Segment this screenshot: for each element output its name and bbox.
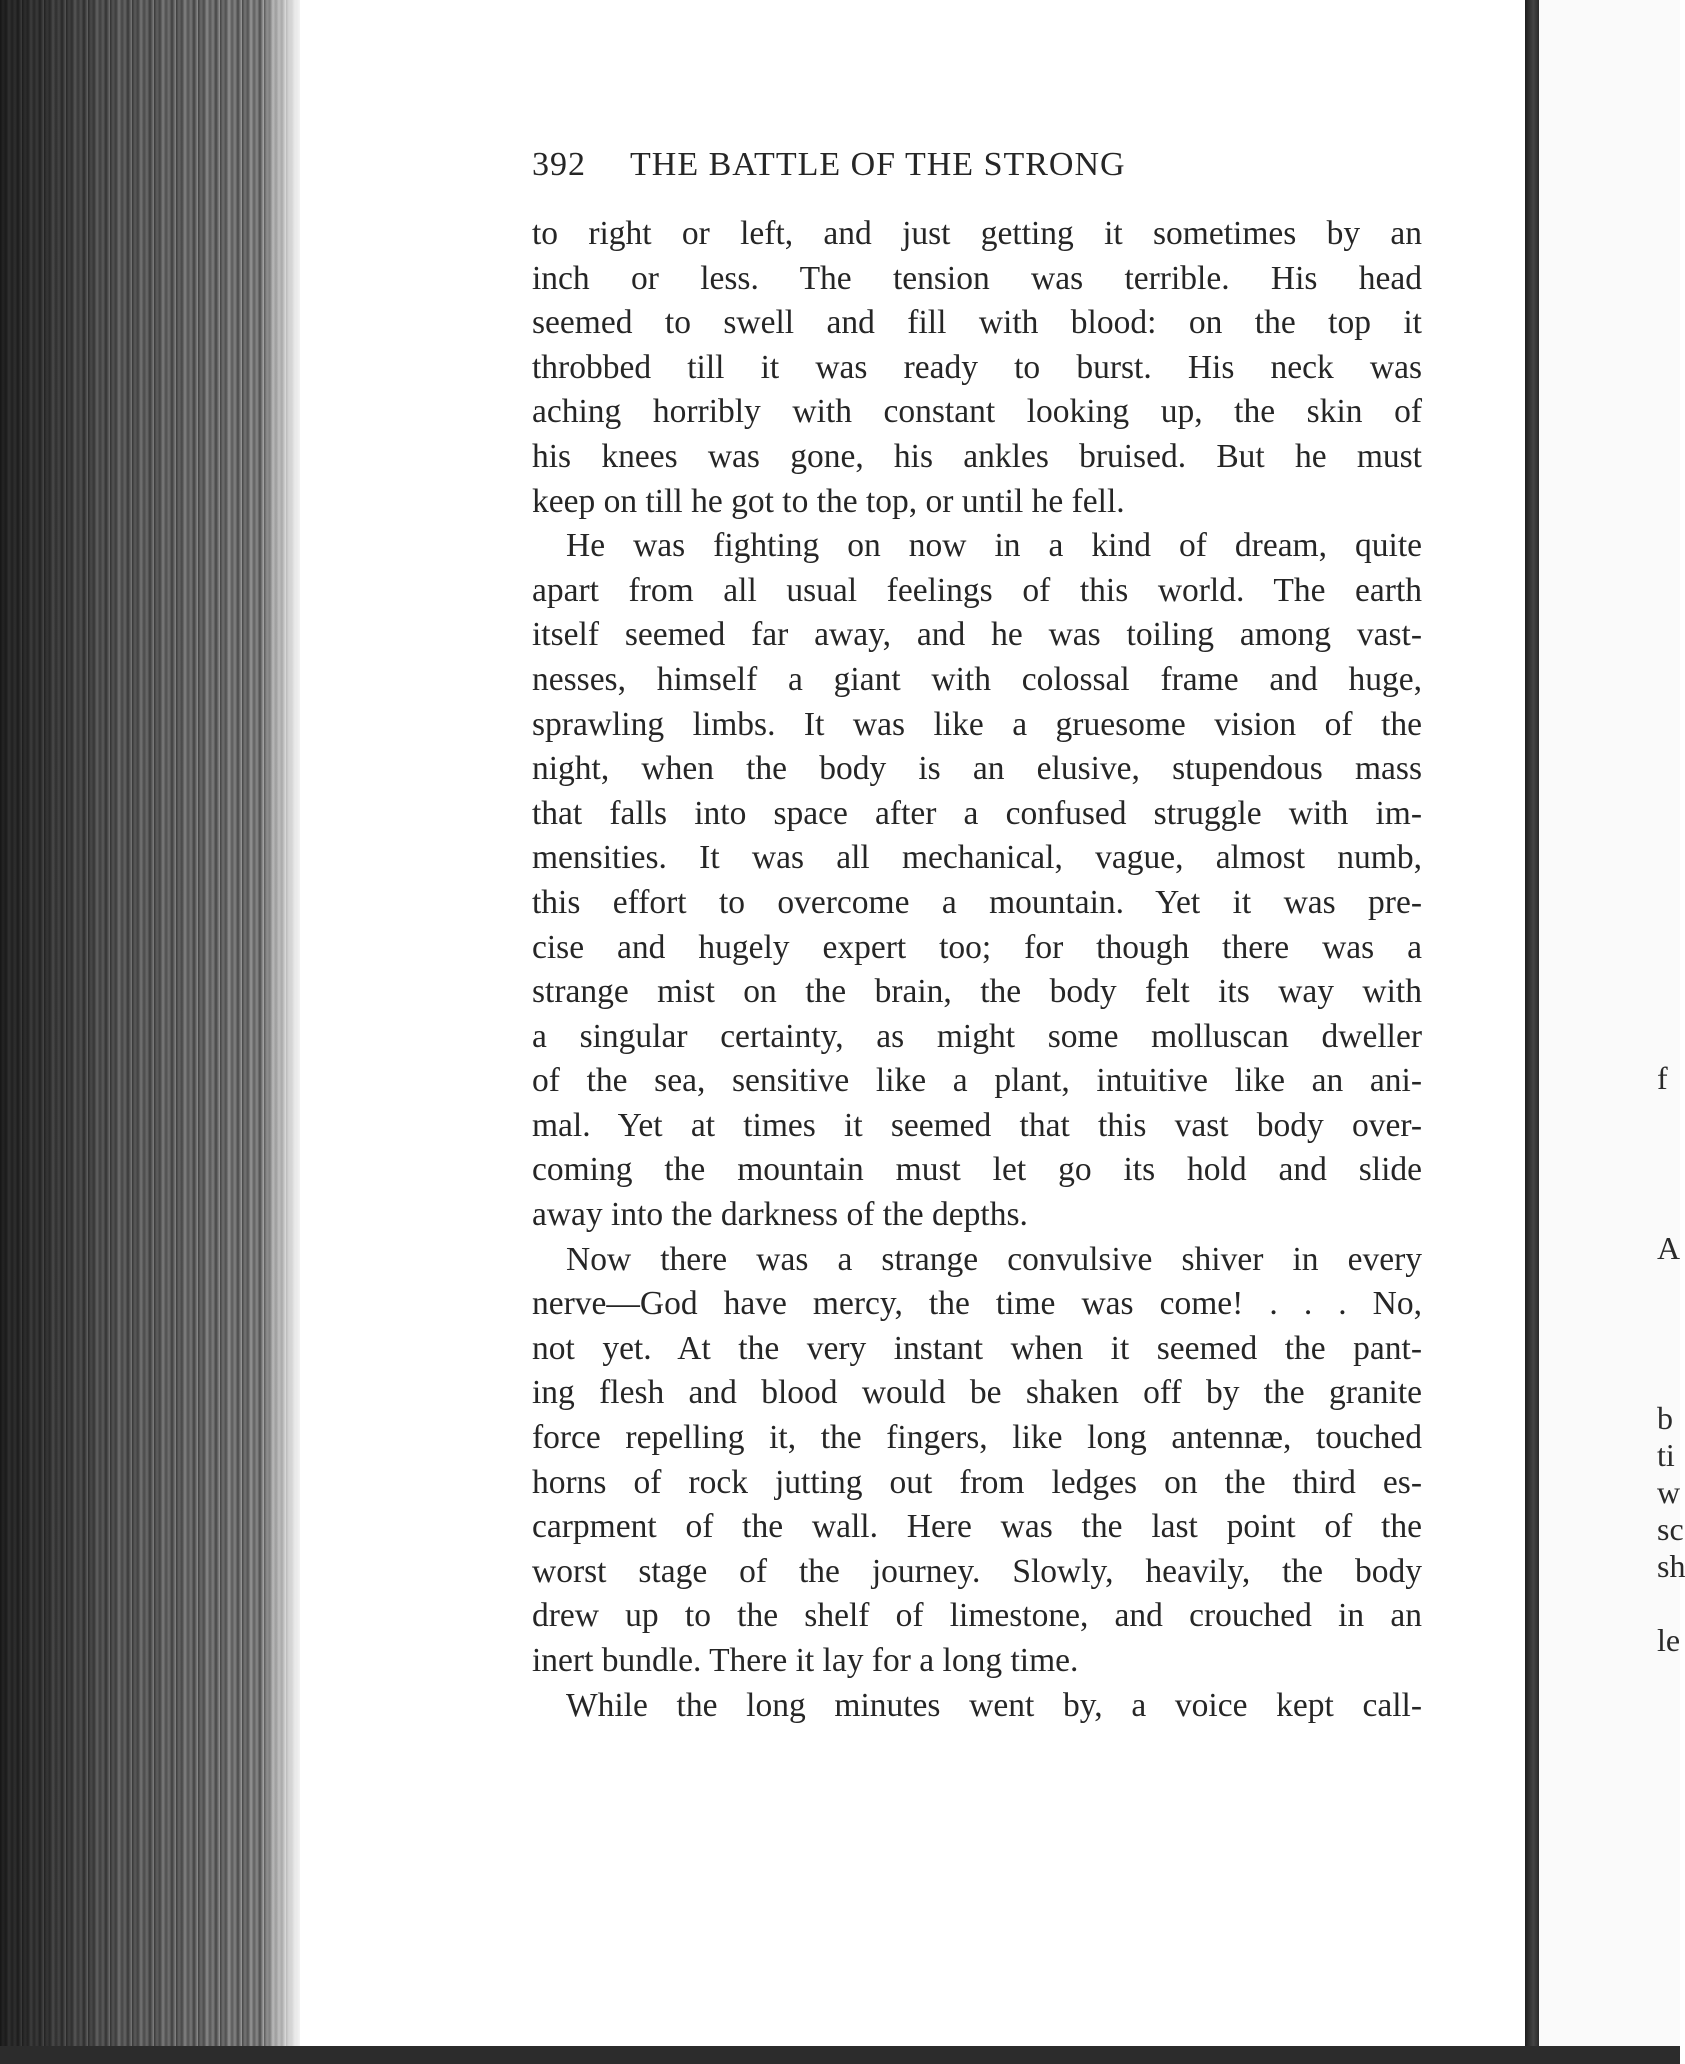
facing-page-fragment: sc (1657, 1511, 1684, 1547)
text-line: throbbed till it was ready to burst. His neck was (532, 348, 1422, 386)
text-line: inch or less. The tension was terrible. His head (532, 259, 1422, 297)
text-line: horns of rock jutting out from ledges on the third es- (532, 1463, 1422, 1501)
text-line: While the long minutes went by, a voice kept call- (566, 1686, 1422, 1724)
facing-page-fragment: A (1657, 1230, 1681, 1266)
text-line: inert bundle. There it lay for a long time. (532, 1642, 1079, 1679)
text-line: away into the darkness of the depths. (532, 1196, 1028, 1234)
text-line: seemed to swell and fill with blood: on the top it (532, 304, 1422, 342)
scan-bottom-border (0, 2046, 1680, 2064)
text-line: that falls into space after a confused struggle with im- (532, 794, 1422, 832)
facing-page-fragment: ti (1657, 1437, 1675, 1473)
book-page-edges (0, 0, 300, 2064)
text-line: ing flesh and blood would be shaken off by the granite (532, 1374, 1422, 1412)
text-line: itself seemed far away, and he was toiling among vast- (532, 616, 1422, 654)
text-line: this effort to overcome a mountain. Yet it was pre- (532, 883, 1422, 921)
text-line: carpment of the wall. Here was the last point of the (532, 1508, 1422, 1546)
text-line: force repelling it, the fingers, like long antennæ, touched (532, 1419, 1422, 1457)
body-text (532, 212, 1422, 1728)
facing-page-fragment: le (1657, 1622, 1681, 1658)
running-title: THE BATTLE OF THE STRONG (630, 146, 1126, 183)
text-line: of the sea, sensitive like a plant, intuitive like an ani- (532, 1062, 1422, 1100)
text-line: worst stage of the journey. Slowly, heavily, the body (532, 1552, 1422, 1590)
facing-page-fragment: sh (1657, 1548, 1685, 1584)
text-line: aching horribly with constant looking up, the skin of (532, 393, 1422, 431)
page-number: 392 (532, 146, 586, 183)
text-line: mensities. It was all mechanical, vague, almost numb, (532, 839, 1422, 877)
text-line: strange mist on the brain, the body felt its way with (532, 973, 1422, 1011)
book-page (532, 146, 1422, 1728)
text-line: sprawling limbs. It was like a gruesome vision of the (532, 705, 1422, 743)
text-line: keep on till he got to the top, or until he fell. (532, 482, 1125, 520)
text-line: night, when the body is an elusive, stupendous mass (532, 750, 1422, 788)
text-line: Now there was a strange convulsive shiver in every (566, 1240, 1422, 1278)
text-line: He was fighting on now in a kind of dream, quite (566, 527, 1422, 565)
text-line: nerve—God have mercy, the time was come! . . . No, (532, 1285, 1422, 1323)
text-line: cise and hugely expert too; for though there was a (532, 928, 1422, 966)
text-line: his knees was gone, his ankles bruised. But he must (532, 437, 1422, 475)
facing-page-fragment: b (1657, 1400, 1673, 1436)
running-head (532, 146, 1422, 186)
book-gutter (1525, 0, 1539, 2064)
text-line: nesses, himself a giant with colossal frame and huge, (532, 660, 1422, 698)
text-line: not yet. At the very instant when it seemed the pant- (532, 1329, 1422, 1367)
text-line: mal. Yet at times it seemed that this vast body over- (532, 1106, 1422, 1144)
text-line: apart from all usual feelings of this world. The earth (532, 571, 1422, 609)
text-line: to right or left, and just getting it sometimes by an (532, 215, 1422, 252)
text-line: coming the mountain must let go its hold and slide (532, 1151, 1422, 1189)
facing-page-edge (1539, 0, 1685, 2064)
text-line: drew up to the shelf of limestone, and crouched in an (532, 1597, 1422, 1635)
text-line: a singular certainty, as might some molluscan dweller (532, 1017, 1422, 1055)
facing-page-fragment: f (1657, 1060, 1668, 1096)
facing-page-fragment: w (1657, 1474, 1681, 1510)
